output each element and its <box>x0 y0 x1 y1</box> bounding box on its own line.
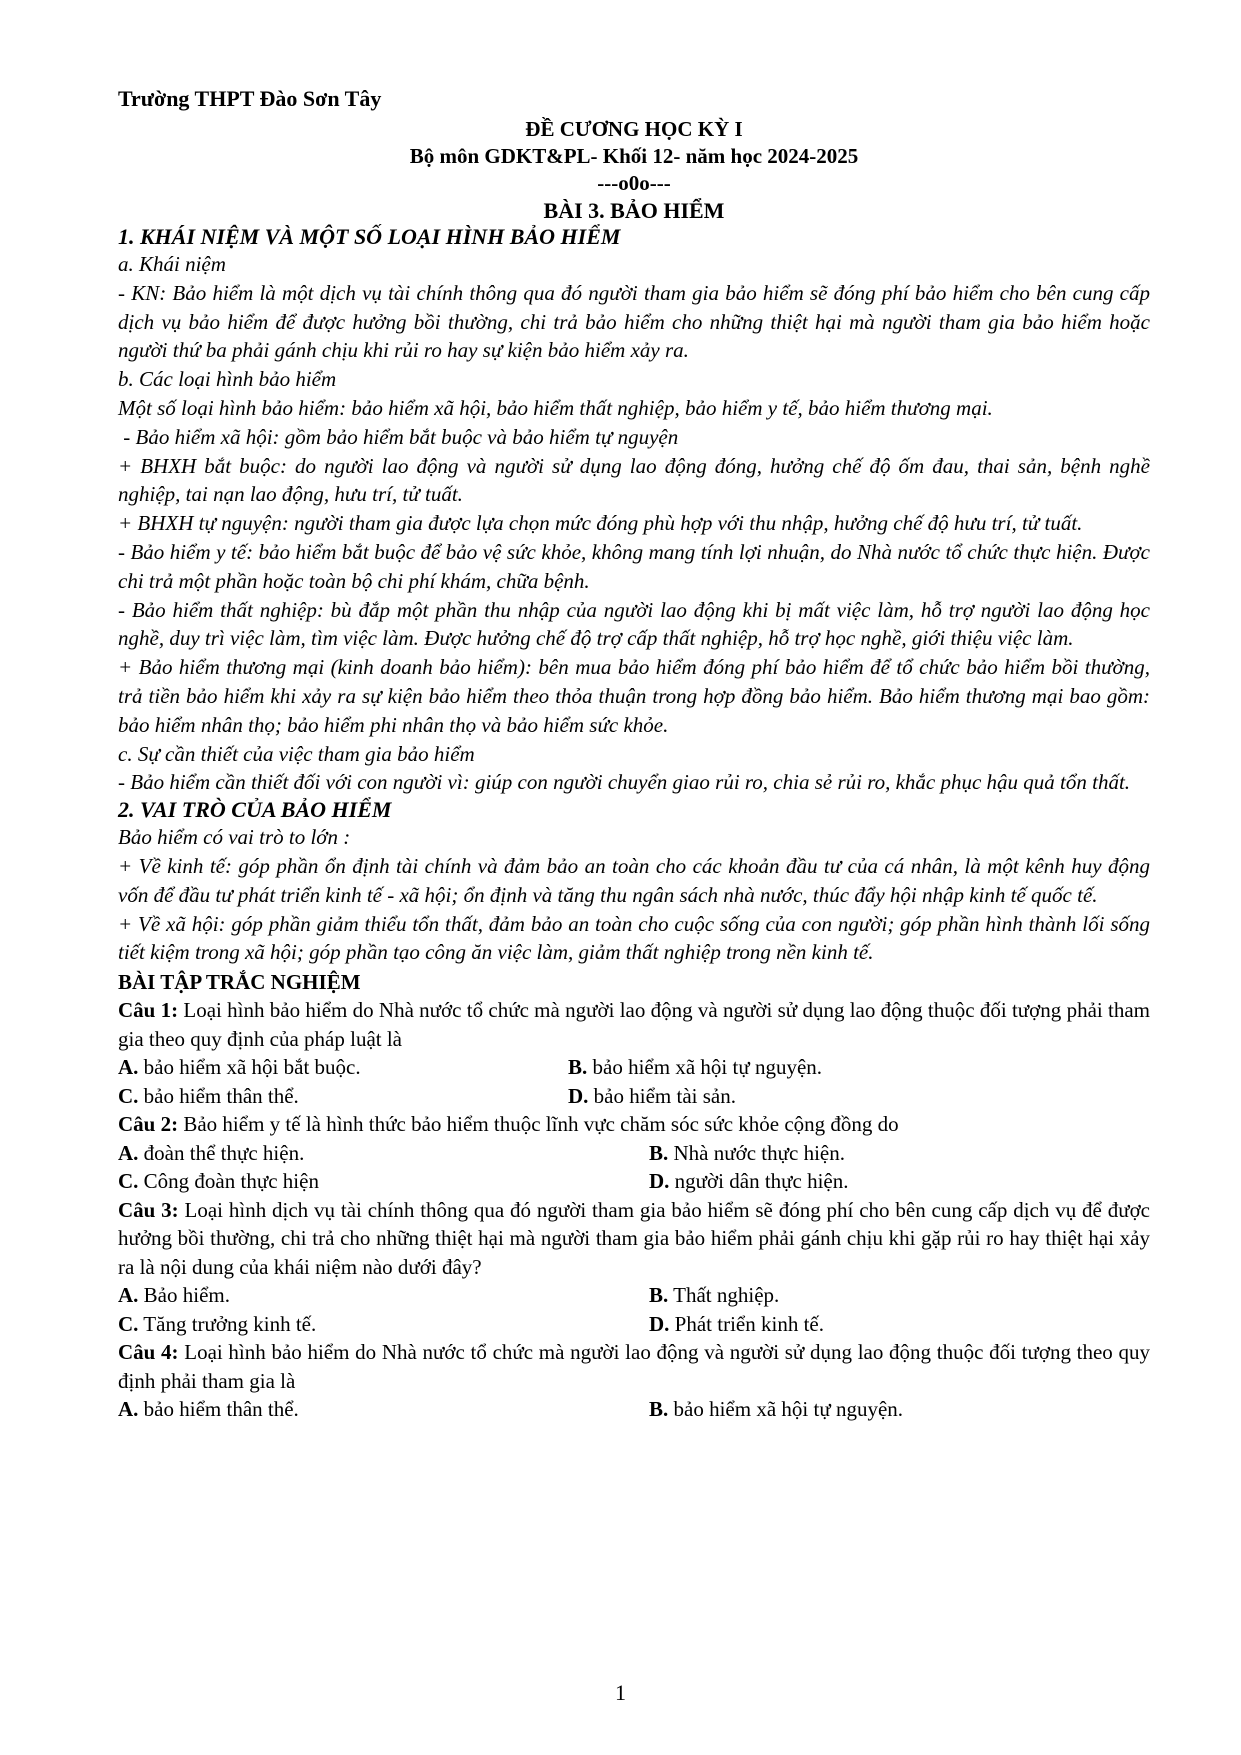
option-text: bảo hiểm xã hội bắt buộc. <box>138 1055 361 1080</box>
option <box>649 1167 1150 1196</box>
option <box>118 1281 649 1310</box>
option-text: bảo hiểm thân thể. <box>138 1397 299 1422</box>
question-text: Loại hình bảo hiểm do Nhà nước tổ chức mà người lao động và người sử dụng lao động thuộc đối tượng theo quy định phải tham gia là <box>118 1340 1151 1393</box>
option-key: A. <box>118 1397 139 1422</box>
paragraph: + BHXH bắt buộc: do người lao động và người sử dụng lao động đóng, hưởng chế độ ốm đau, thai sản, bệnh nghề nghiệp, tai nạn lao động, hưu trí, tử tuất. <box>118 453 1150 507</box>
question-text: Loại hình dịch vụ tài chính thông qua đó người tham gia bảo hiểm sẽ đóng phí cho bên cung cấp dịch vụ để được hưởng bồi thường, chi trả cho những thiệt hại mà người tham gia bảo hiểm phải gánh chịu khi gặp rủi ro hay thiệt hại xảy ra là nội dung của khái niệm nào dưới đây? <box>118 1197 1151 1279</box>
paragraph: - Bảo hiểm cần thiết đối với con người vì: giúp con người chuyển giao rủi ro, chia sẻ rủi ro, khắc phục hậu quả tổn thất. <box>118 770 1131 795</box>
section-2-heading: 2. VAI TRÒ CỦA BẢO HIỂM <box>118 797 392 823</box>
option <box>649 1281 1150 1310</box>
option-key: D. <box>649 1169 670 1194</box>
question-label: Câu 2: <box>118 1112 179 1137</box>
option <box>118 1310 649 1339</box>
option <box>568 1053 1150 1082</box>
option-text: Bảo hiểm. <box>138 1283 230 1308</box>
question-text: Bảo hiểm y tế là hình thức bảo hiểm thuộc lĩnh vực chăm sóc sức khỏe cộng đồng do <box>178 1112 899 1137</box>
section-1-heading: 1. KHÁI NIỆM VÀ MỘT SỐ LOẠI HÌNH BẢO HIỂM <box>118 224 621 249</box>
quiz-title: BÀI TẬP TRẮC NGHIỆM <box>118 970 361 995</box>
question <box>118 1110 1150 1139</box>
option-text: Tăng trưởng kinh tế. <box>138 1311 317 1336</box>
paragraph: Bảo hiểm có vai trò to lớn : <box>118 825 351 850</box>
question <box>118 1338 1150 1395</box>
option-text: Công đoàn thực hiện <box>138 1169 319 1194</box>
page-number: 1 <box>615 1680 626 1705</box>
option-text: bảo hiểm xã hội tự nguyện. <box>587 1055 823 1080</box>
option-key: D. <box>649 1311 670 1336</box>
option-key: C. <box>118 1083 139 1108</box>
paragraph: - Bảo hiểm xã hội: gồm bảo hiểm bắt buộc và bảo hiểm tự nguyện <box>118 424 679 449</box>
options <box>118 1139 1150 1196</box>
option-text: người dân thực hiện. <box>669 1169 849 1194</box>
paragraph: a. Khái niệm <box>118 252 226 276</box>
paragraph: + Về xã hội: góp phần giảm thiểu tổn thất, đảm bảo an toàn cho cuộc sống của con người; góp phần hình thành lối sống tiết kiệm trong xã hội; góp phần tạo công ăn việc làm, giảm thất nghiệp trong nền kinh tế. <box>118 911 1150 965</box>
option <box>568 1082 1150 1111</box>
school-name: Trường THPT Đào Sơn Tây <box>118 86 382 111</box>
separator: ---o0o--- <box>597 171 671 195</box>
option <box>649 1310 1150 1339</box>
question-text: Loại hình bảo hiểm do Nhà nước tổ chức mà người lao động và người sử dụng lao động thuộc đối tượng phải tham gia theo quy định của pháp luật là <box>118 998 1150 1051</box>
options <box>118 1395 1150 1424</box>
question <box>118 996 1150 1053</box>
paragraph: Một số loại hình bảo hiểm: bảo hiểm xã hội, bảo hiểm thất nghiệp, bảo hiểm y tế, bảo hiểm thương mại. <box>118 395 993 420</box>
option-text: Thất nghiệp. <box>668 1283 780 1308</box>
option-key: C. <box>118 1311 139 1336</box>
paragraph: b. Các loại hình bảo hiểm <box>118 367 337 392</box>
option-key: B. <box>649 1140 669 1165</box>
option-text: Phát triển kinh tế. <box>669 1311 824 1336</box>
question-label: Câu 1: <box>118 998 179 1023</box>
question <box>118 1196 1150 1282</box>
option <box>649 1139 1150 1168</box>
document-title: ĐỀ CƯƠNG HỌC KỲ I <box>525 117 743 141</box>
option <box>649 1395 1150 1424</box>
option-text: Nhà nước thực hiện. <box>668 1140 846 1165</box>
paragraph: - KN: Bảo hiểm là một dịch vụ tài chính thông qua đó người tham gia bảo hiểm sẽ đóng phí bảo hiểm cho bên cung cấp dịch vụ bảo hiểm để được hưởng bồi thường, chi trả bảo hiểm cho những thiệt hại mà người tham gia bảo hiểm hoặc người thứ ba phải gánh chịu khi rủi ro hay sự kiện bảo hiểm xảy ra. <box>118 280 1150 363</box>
option-key: B. <box>649 1397 669 1422</box>
options <box>118 1281 1150 1338</box>
paragraph: + Về kinh tế: góp phần ổn định tài chính và đảm bảo an toàn cho các khoản đầu tư của cá nhân, là một kênh huy động vốn để đầu tư phát triển kinh tế - xã hội; ổn định và tăng thu ngân sách nhà nước, thúc đẩy hội nhập kinh tế quốc tế. <box>118 853 1150 907</box>
question-label: Câu 4: <box>118 1340 179 1365</box>
option-key: A. <box>118 1055 139 1080</box>
option-text: bảo hiểm xã hội tự nguyện. <box>668 1397 904 1422</box>
option-text: đoàn thể thực hiện. <box>138 1140 305 1165</box>
option-text: bảo hiểm thân thể. <box>138 1083 299 1108</box>
option-key: B. <box>649 1283 669 1308</box>
document-page <box>118 84 1150 1424</box>
paragraph: + BHXH tự nguyện: người tham gia được lựa chọn mức đóng phù hợp với thu nhập, hưởng chế độ hưu trí, tử tuất. <box>118 511 1083 536</box>
lesson-title: BÀI 3. BẢO HIỂM <box>543 198 725 223</box>
paragraph: - Bảo hiểm thất nghiệp: bù đắp một phần thu nhập của người lao động khi bị mất việc làm, hỗ trợ người lao động học nghề, duy trì việc làm, tìm việc làm. Được hưởng chế độ trợ cấp thất nghiệp, hỗ trợ học nghề, giới thiệu việc làm. <box>118 597 1150 651</box>
option-text: bảo hiểm tài sản. <box>588 1083 736 1108</box>
option-key: A. <box>118 1283 139 1308</box>
option-key: D. <box>568 1083 589 1108</box>
option <box>118 1167 649 1196</box>
option <box>118 1082 568 1111</box>
option <box>118 1053 568 1082</box>
option-key: B. <box>568 1055 588 1080</box>
option-key: A. <box>118 1140 139 1165</box>
option <box>118 1139 649 1168</box>
options <box>118 1053 1150 1110</box>
option-key: C. <box>118 1169 139 1194</box>
question-label: Câu 3: <box>118 1197 179 1222</box>
document-subtitle: Bộ môn GDKT&PL- Khối 12- năm học 2024-2025 <box>409 144 859 168</box>
paragraph: c. Sự cần thiết của việc tham gia bảo hiểm <box>118 741 475 766</box>
paragraph: - Bảo hiểm y tế: bảo hiểm bắt buộc để bảo vệ sức khỏe, không mang tính lợi nhuận, do Nhà nước tổ chức thực hiện. Được chi trả một phần hoặc toàn bộ chi phí khám, chữa bệnh. <box>118 539 1150 593</box>
paragraph: + Bảo hiểm thương mại (kinh doanh bảo hiểm): bên mua bảo hiểm đóng phí bảo hiểm để tổ chức bảo hiểm bồi thường, trả tiền bảo hiểm khi xảy ra sự kiện bảo hiểm theo thỏa thuận trong hợp đồng bảo hiểm. Bảo hiểm thương mại bao gồm: bảo hiểm nhân thọ; bảo hiểm phi nhân thọ và bảo hiểm sức khỏe. <box>118 655 1150 737</box>
option <box>118 1395 649 1424</box>
